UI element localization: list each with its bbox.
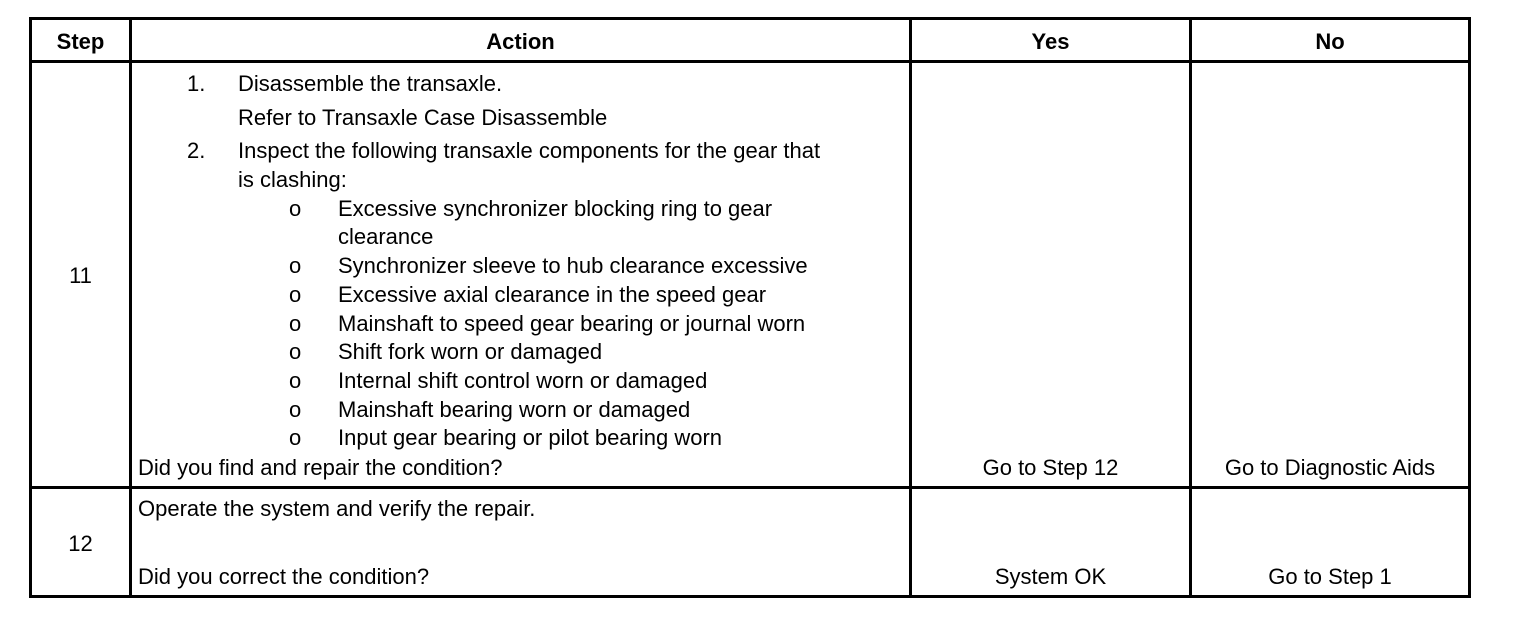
bullet-text: Input gear bearing or pilot bearing worn xyxy=(338,425,723,450)
bullet-text: Internal shift control worn or damaged xyxy=(338,368,708,393)
action-item-text: Inspect the following transaxle components for the gear that xyxy=(238,138,821,163)
action-item-text: Disassemble the transaxle. xyxy=(238,71,503,96)
bullet-marker: o xyxy=(289,282,302,307)
header-step: Step xyxy=(56,29,105,54)
bullet-text: Synchronizer sleeve to hub clearance excessive xyxy=(338,253,808,278)
action-item-subtext: Refer to Transaxle Case Disassemble xyxy=(238,105,608,130)
action-instruction: Operate the system and verify the repair. xyxy=(138,496,536,521)
bullet-marker: o xyxy=(289,339,302,364)
bullet-marker: o xyxy=(289,196,302,221)
bullet-text: Mainshaft bearing worn or damaged xyxy=(338,397,691,422)
yes-result: Go to Step 12 xyxy=(982,455,1119,480)
bullet-marker: o xyxy=(289,253,302,278)
bullet-marker: o xyxy=(289,425,302,450)
column-divider-1 xyxy=(129,20,132,595)
action-item-number: 1. xyxy=(187,71,206,96)
action-question: Did you correct the condition? xyxy=(138,564,430,589)
bullet-text: clearance xyxy=(338,224,434,249)
action-item-text: is clashing: xyxy=(238,167,347,192)
header-yes: Yes xyxy=(1031,29,1070,54)
action-item-number: 2. xyxy=(187,138,206,163)
bullet-marker: o xyxy=(289,397,302,422)
column-divider-2 xyxy=(909,20,912,595)
bullet-text: Mainshaft to speed gear bearing or journal worn xyxy=(338,311,806,336)
step-number: 12 xyxy=(68,531,93,556)
yes-result: System OK xyxy=(994,564,1107,589)
no-result: Go to Diagnostic Aids xyxy=(1224,455,1436,480)
header-action: Action xyxy=(486,29,555,54)
column-divider-3 xyxy=(1189,20,1192,595)
row-divider xyxy=(32,486,1468,489)
bullet-marker: o xyxy=(289,311,302,336)
bullet-marker: o xyxy=(289,368,302,393)
bullet-text: Excessive axial clearance in the speed gear xyxy=(338,282,767,307)
bullet-text: Excessive synchronizer blocking ring to gear xyxy=(338,196,773,221)
no-result: Go to Step 1 xyxy=(1268,564,1392,589)
step-number: 11 xyxy=(69,263,92,288)
header-divider xyxy=(32,60,1468,63)
diagnostic-table xyxy=(29,17,1471,598)
action-question: Did you find and repair the condition? xyxy=(138,455,503,480)
bullet-text: Shift fork worn or damaged xyxy=(338,339,603,364)
header-no: No xyxy=(1315,29,1345,54)
